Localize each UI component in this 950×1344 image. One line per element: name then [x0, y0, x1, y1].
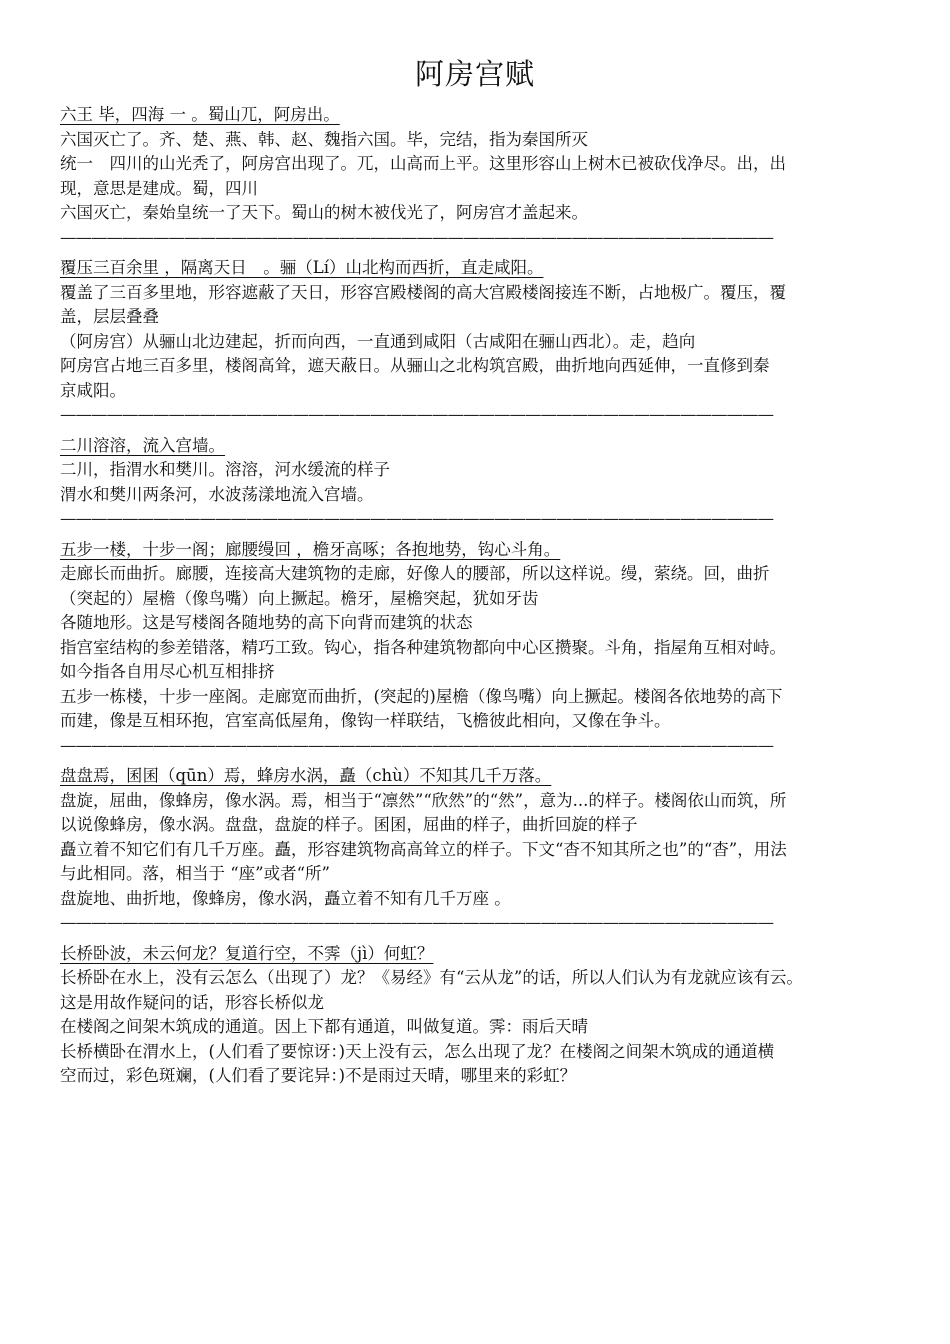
translation-line: 空而过，彩色斑斓，(人们看了要诧异：)不是雨过天晴，哪里来的彩虹？ [60, 1066, 577, 1085]
section-separator: —————————————————————————————————————————————— [60, 509, 773, 528]
section-separator: —————————————————————————————————————————————— [60, 913, 773, 932]
annotation-line: 盘旋，屈曲，像蜂房，像水涡。焉，相当于“凛然”“欣然”的“然”，意为...的样子。楼阁依山而筑，所 [60, 790, 787, 810]
section-separator: —————————————————————————————————————————————— [60, 735, 773, 755]
section-4 [60, 538, 930, 759]
annotation-line: （阿房宫）从骊山北边建起，折而向西，一直通到咸阳（古咸阳在骊山西北）。走，趋向 [60, 331, 696, 351]
annotation-line: 指宫室结构的参差错落，精巧工致。钩心，指各种建筑物都向中心区攒聚。斗角，指屋角互相对峙。 [60, 637, 786, 657]
section-separator: —————————————————————————————————————————————— [60, 405, 773, 424]
original-text: 覆压三百余里 ，隔离天日 。骊（Lí）山北构而西折，直走咸阳。 [60, 258, 544, 277]
annotation-line: 这是用故作疑问的话，形容长桥似龙 [60, 992, 324, 1012]
annotation-line: 走廊长而曲折。廊腰，连接高大建筑物的走廊，好像人的腰部，所以这样说。缦，萦绕。回，曲折 [60, 564, 770, 583]
annotation-line: 矗立着不知它们有几千万座。矗，形容建筑物高高耸立的样子。下文“杳不知其所之也”的“杳”，用法 [60, 839, 787, 859]
annotation-line: 在楼阁之间架木筑成的通道。因上下都有通道，叫做复道。霁：雨后天晴 [60, 1017, 588, 1036]
annotation-line: （突起的）屋檐（像鸟嘴）向上撅起。檐牙，屋檐突起，犹如牙齿 [60, 588, 539, 608]
section-separator: —————————————————————————————————————————————— [60, 227, 773, 247]
original-text: 五步一楼，十步一阁；廊腰缦回 ，檐牙高啄；各抱地势，钩心斗角。 [60, 539, 561, 559]
annotation-line: 覆盖了三百多里地，形容遮蔽了天日，形容宫殿楼阁的高大宫殿楼阁接连不断，占地极广。覆压，覆 [60, 282, 786, 302]
document-title: 阿房宫赋 [414, 57, 535, 91]
translation-line: 阿房宫占地三百多里，楼阁高耸，遮天蔽日。从骊山之北构筑宫殿，曲折地向西延伸，一直修到秦 [60, 356, 770, 375]
annotation-line: 现，意思是建成。蜀，四川 [60, 178, 258, 198]
original-text: 六王 毕，四海 一 。蜀山兀，阿房出。 [60, 105, 340, 124]
translation-line: 五步一栋楼，十步一座阁。走廊宽而曲折，(突起的)屋檐（像鸟嘴）向上撅起。楼阁各依地势的高下 [60, 686, 783, 706]
annotation-line: 以说像蜂房，像水涡。盘盘，盘旋的样子。囷囷，屈曲的样子，曲折回旋的样子 [60, 815, 638, 834]
document-body [60, 103, 930, 1089]
section-2 [60, 256, 930, 428]
translation-line: 六国灭亡，秦始皇统一了天下。蜀山的树木被伐光了，阿房宫才盖起来。 [60, 203, 588, 222]
translation-line: 盘旋地、曲折地，像蜂房，像水涡，矗立着不知有几千万座 。 [60, 888, 511, 908]
translation-line: 而建，像是互相环抱，宫室高低屋角，像钩一样联结，飞檐彼此相向，又像在争斗。 [60, 711, 671, 730]
translation-line: 京咸阳。 [60, 380, 126, 400]
annotation-line: 二川，指渭水和樊川。溶溶，河水缓流的样子 [60, 460, 390, 479]
annotation-line: 各随地形。这是写楼阁各随地势的高下向背而建筑的状态 [60, 613, 473, 632]
annotation-line: 六国灭亡了。齐、楚、燕、韩、赵、魏指六国。毕，完结，指为秦国所灭 [60, 129, 588, 149]
translation-line: 渭水和樊川两条河，水波荡漾地流入宫墙。 [60, 484, 374, 504]
section-3 [60, 434, 930, 532]
section-6 [60, 942, 930, 1089]
original-text: 长桥卧波，未云何龙？复道行空，不霁（jì）何虹？ [60, 943, 434, 963]
annotation-line: 长桥卧在水上，没有云怎么（出现了）龙？《易经》有“云从龙”的话，所以人们认为有龙就应该有云。 [60, 968, 803, 987]
section-5 [60, 764, 930, 936]
translation-line: 长桥横卧在渭水上，(人们看了要惊讶：)天上没有云，怎么出现了龙？在楼阁之间架木筑成的通道横 [60, 1041, 775, 1061]
original-text: 盘盘焉，囷囷（qūn）焉，蜂房水涡，矗（chù）不知其几千万落。 [60, 766, 552, 785]
annotation-line: 与此相同。落，相当于 “座”或者“所” [60, 864, 330, 883]
annotation-line: 如今指各自用尽心机互相排挤 [60, 662, 275, 681]
annotation-line: 盖，层层叠叠 [60, 307, 159, 326]
annotation-line: 统一 四川的山光秃了，阿房宫出现了。兀，山高而上平。这里形容山上树木已被砍伐净尽。出，出 [60, 154, 786, 173]
original-text: 二川溶溶，流入宫墙。 [60, 435, 225, 455]
section-1 [60, 103, 930, 250]
